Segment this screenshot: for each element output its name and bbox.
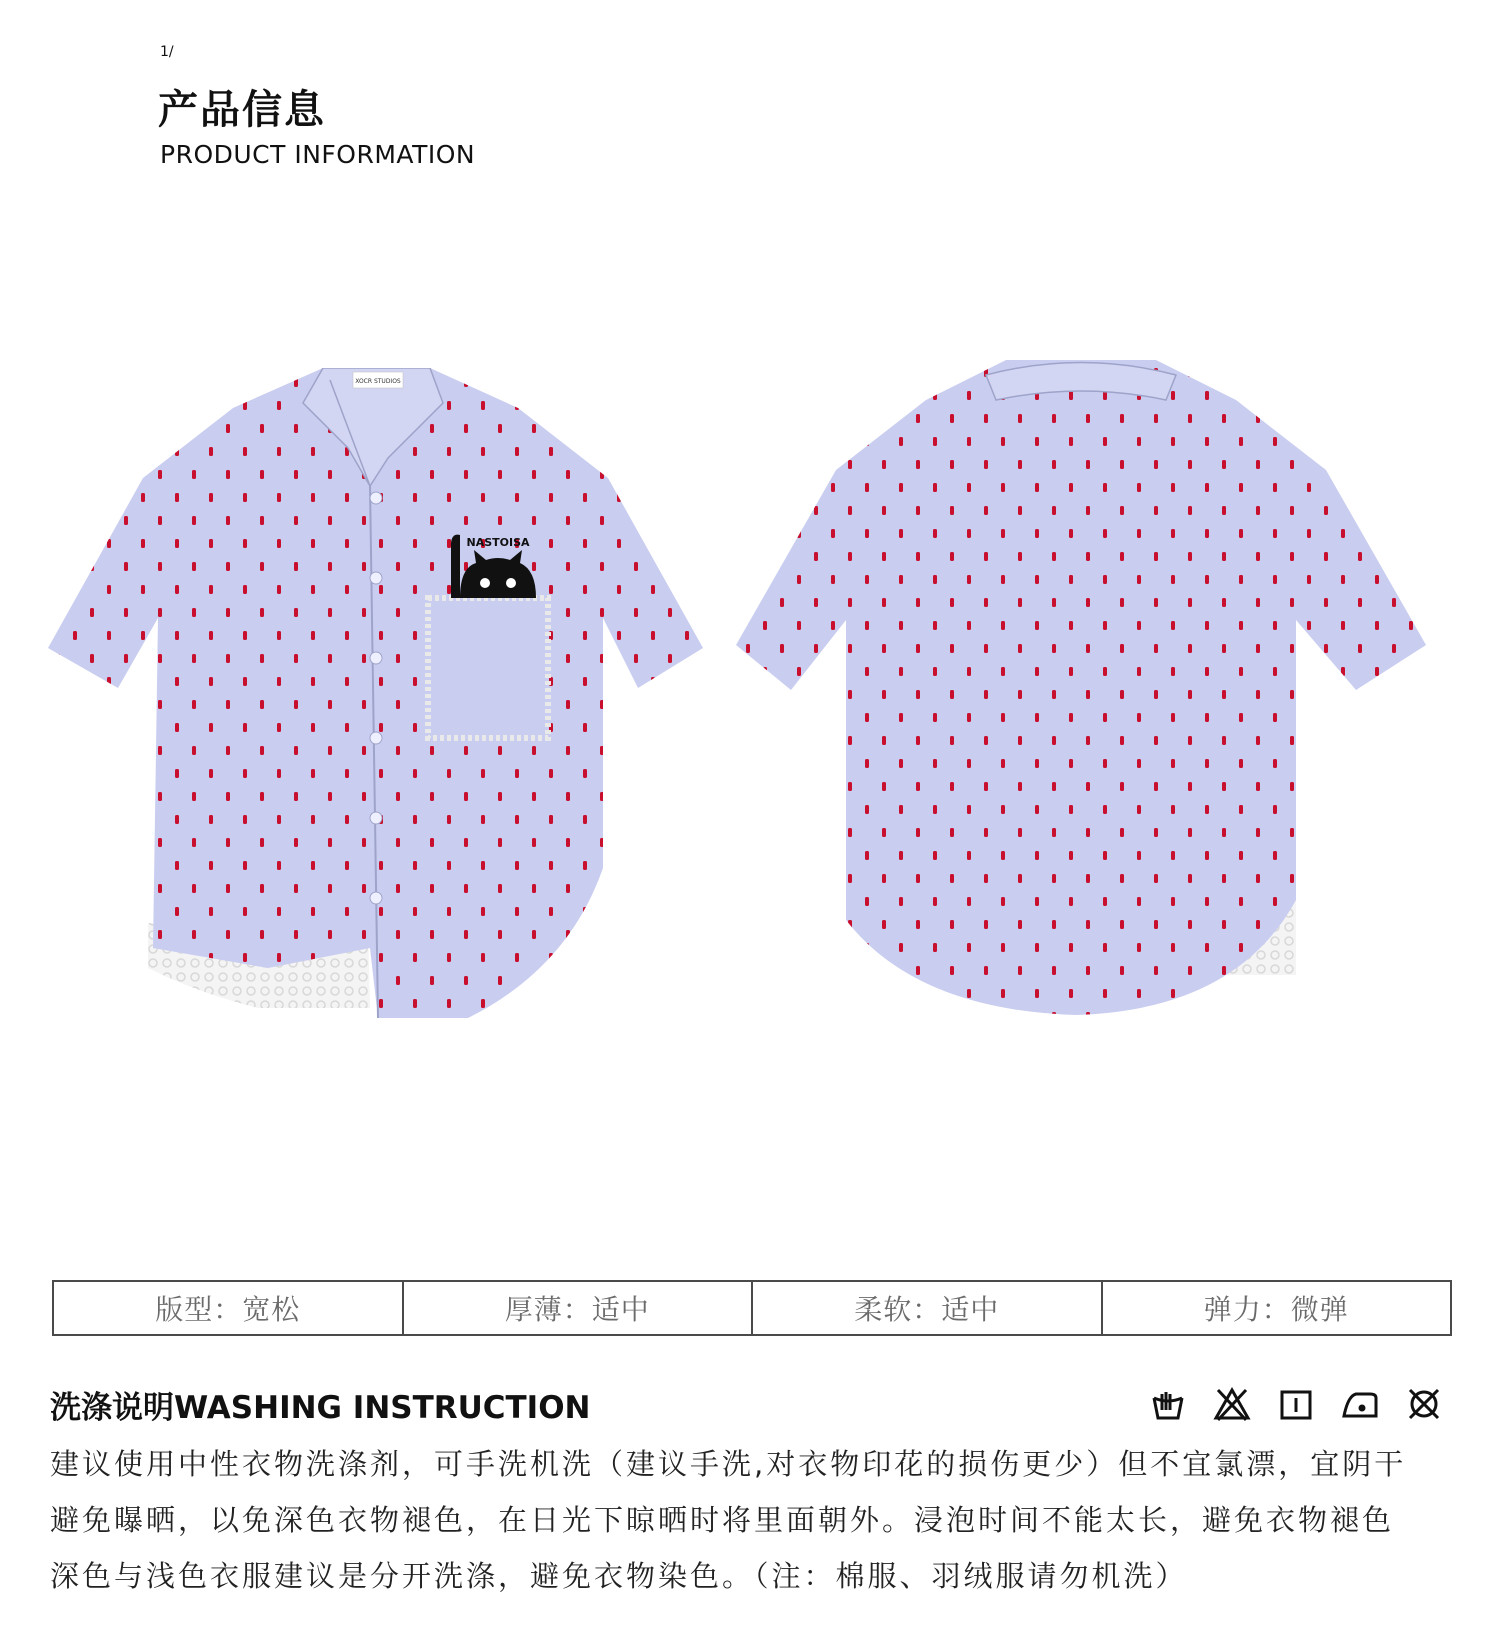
- spec-thickness: 厚薄：适中: [404, 1282, 754, 1334]
- page-title-cn: 产品信息: [158, 87, 326, 133]
- do-not-bleach-icon: [1212, 1384, 1252, 1424]
- hand-wash-icon: [1148, 1384, 1188, 1424]
- spec-table: [52, 1280, 1452, 1336]
- washing-line: 避免曝晒，以免深色衣物褪色，在日光下晾晒时将里面朝外。浸泡时间不能太长，避免衣物褪色: [50, 1503, 1395, 1537]
- spec-fit: 版型：宽松: [54, 1282, 404, 1334]
- collar-label-text: XOCR STUDIOS: [355, 378, 401, 385]
- shirt-back-image: [736, 360, 1456, 1060]
- iron-icon: [1340, 1384, 1380, 1424]
- washing-line: 深色与浅色衣服建议是分开洗涤，避免衣物染色。（注：棉服、羽绒服请勿机洗）: [50, 1559, 1188, 1593]
- washing-instructions: [50, 1436, 1460, 1604]
- shirt-front-body: [48, 368, 703, 1018]
- embroidery-text: NASTOISA: [466, 536, 530, 549]
- do-not-dry-clean-icon: [1404, 1384, 1444, 1424]
- page-number: 1/: [160, 44, 174, 60]
- shirt-front-image: [48, 368, 728, 1068]
- spec-softness: 柔软：适中: [753, 1282, 1103, 1334]
- page-title-en: PRODUCT INFORMATION: [160, 140, 476, 169]
- spec-elasticity: 弹力：微弹: [1203, 1293, 1349, 1326]
- washing-icons: [1148, 1384, 1444, 1424]
- washing-line: 建议使用中性衣物洗涤剂，可手洗机洗（建议手洗,对衣物印花的损伤更少）但不宜氯漂，宜阴干: [50, 1447, 1407, 1481]
- tumble-dry-icon: [1276, 1384, 1316, 1424]
- washing-title: 洗涤说明WASHING INSTRUCTION: [50, 1390, 591, 1426]
- shirt-back-body: [736, 360, 1426, 1015]
